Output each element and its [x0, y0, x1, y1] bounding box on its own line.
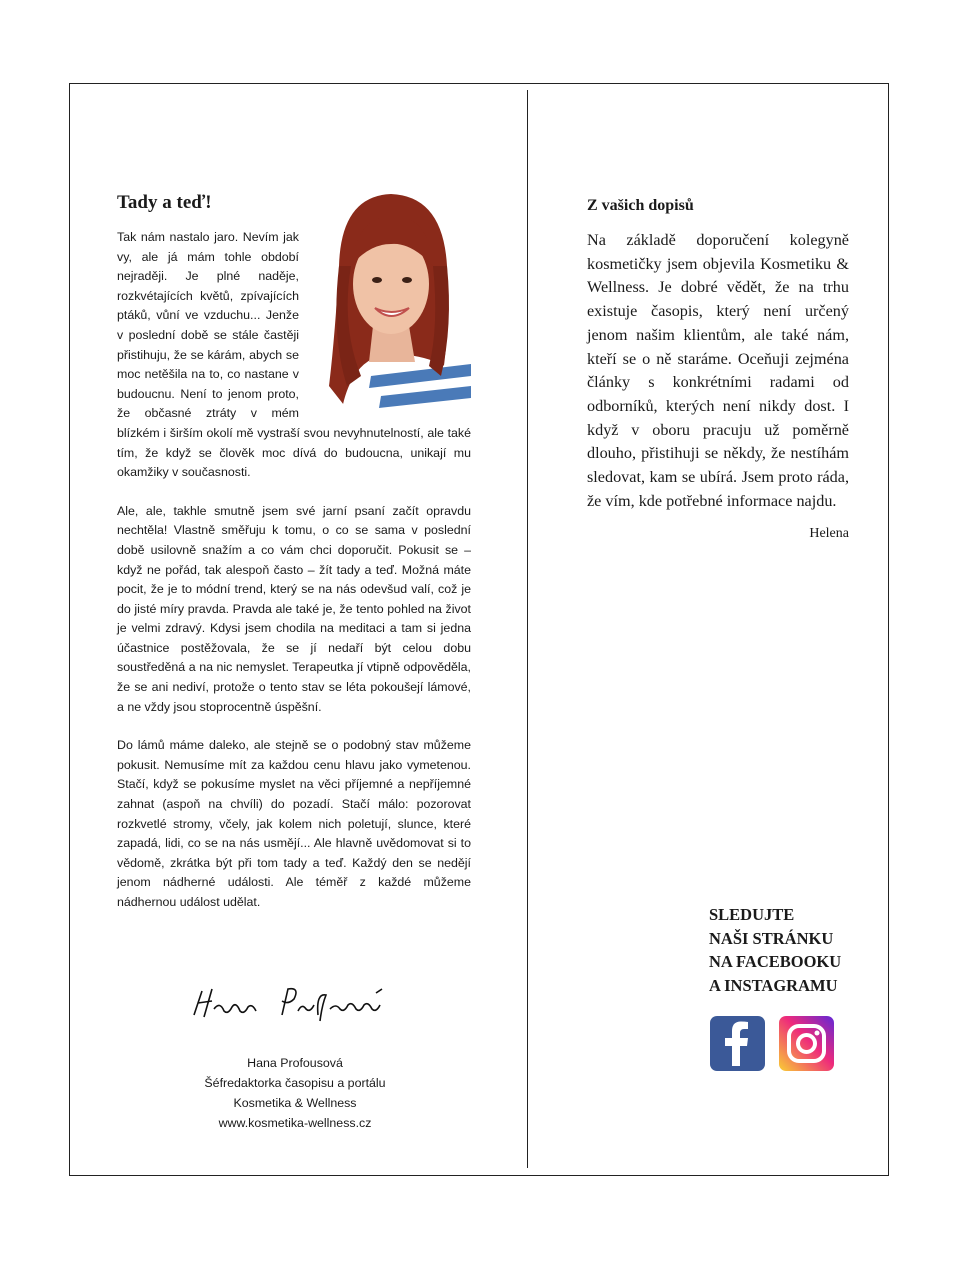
publication-name: Kosmetika & Wellness	[233, 1096, 357, 1110]
handwritten-signature	[190, 985, 400, 1025]
facebook-icon[interactable]	[710, 1016, 765, 1071]
editorial-paragraph: Ale, ale, takhle smutně jsem své jarní psaní začít opravdu nechtěla! Vlastně směřuju k tomu, o co se sama v poslední době usilovně snažím a co vám chci doporučit. Pokusit se – když ne pořád, tak alespoň často – žít tady a teď. Možná máte pocit, že je to módní trend, který se na nás odevšud valí, což je do jisté míry pravda. Pravda ale také je, že tento pohled na život je velmi zdravý. Kdysi jsem chodila na meditaci a tam si jedna účastnice postěžovala, že se jí nedaří být celou dobu soustředěná a na nic nemyslet. Terapeutka jí vtipně odpověděla, že se ani nediví, protože o tento stav se léta pokoušejí lámové, a ne vždy jsou stoprocentně úspěšní.	[117, 503, 471, 714]
author-photo	[311, 186, 471, 414]
instagram-icon[interactable]	[779, 1016, 834, 1071]
author-name: Hana Profousová	[247, 1056, 343, 1070]
follow-line: NAŠI STRÁNKU	[709, 928, 834, 948]
letters-column	[587, 197, 849, 542]
editorial-paragraph: Do lámů máme daleko, ale stejně se o podobný stav můžeme pokusit. Nemusíme mít za každou cenu hlavu jako vymetenou. Stačí, když se pokusíme myslet na věci příjemné a nepříjemné zahnat (aspoň na chvíli) do pozadí. Stačí málo: pozorovat rozkvetlé stromy, včely, jak kolem nich poletují, slunce, které zapadá, lidi, co se na nás usmějí... Ale hlavně uvědomovat si to vědomě, zkrátka být při tom tady a teď. Každý den se nedějí jenom nádherné události. Ale téměř z každé můžeme nádhernou událost udělat.	[117, 738, 471, 909]
letters-title: Z vašich dopisů	[587, 197, 694, 214]
editorial-title: Tady a teď!	[117, 192, 212, 213]
follow-line: SLEDUJTE	[709, 905, 795, 924]
letter-body: Na základě doporučení kolegyně kosmetičky jsem objevila Kosmetiku & Wellness. Je dobré vědět, že na trhu existuje časopis, který není určený jenom našim klientům, ale také nám, kteří se o ně staráme. Oceňuji zejména články s konkrétními radami od odborníků, kterých není nikdy dost. I když v oboru pracuju už poměrně dlouho, přistihuji se někdy, že nestíhám sledovat, kam se ubírá. Jsem proto ráda, že vím, kde potřebné informace najdu.	[587, 231, 849, 510]
author-role: Šéfredaktorka časopisu a portálu	[204, 1076, 386, 1090]
website-link[interactable]: www.kosmetika-wellness.cz	[218, 1116, 372, 1130]
follow-line: A INSTAGRAMU	[709, 975, 838, 995]
author-credits	[180, 1053, 410, 1133]
portrait-image	[311, 186, 471, 414]
column-divider	[527, 90, 528, 1168]
letter-signature: Helena	[809, 526, 849, 542]
editorial-column	[117, 192, 471, 932]
signature-image	[190, 985, 400, 1025]
follow-us-text	[709, 903, 889, 997]
follow-line: NA FACEBOOKU	[709, 952, 842, 971]
editorial-paragraph: Tak nám nastalo jaro. Nevím jak vy, ale já mám tohle období nejraději. Je plné naděje, rozkvétajících květů, zpívajících ptáků, vůní ve vzduchu... Jenže v poslední době se stále častěji přistihuju, že se kárám, abych se moc netěšila na to, co nastane v budoucnu. Není to jenom proto, že občasné ztráty v mém blízkém i širším okolí mě vystraší svou nevyhnutelností, ale také tím, že když se člověk moc dívá do budoucna, unikají mu okamžiky v současnosti.	[117, 230, 471, 480]
